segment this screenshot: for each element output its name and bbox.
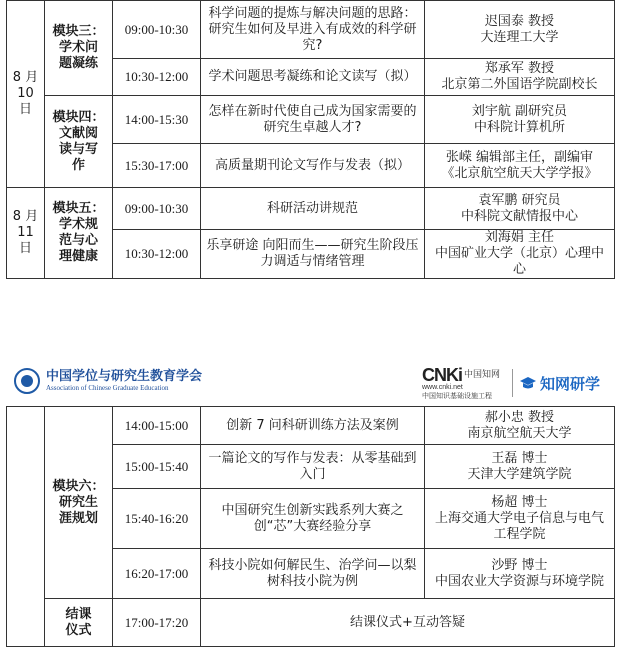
speaker-text: 郑承军 教授 北京第二外国语学院副校长: [441, 61, 598, 92]
speaker-text: 袁军鹏 研究员 中科院文献情报中心: [460, 192, 578, 224]
cnki-logo-group: [422, 366, 600, 400]
speaker-cell: [425, 144, 615, 188]
speaker-text: 郝小忠 教授 南京航空航天大学: [467, 409, 572, 441]
module-title: 模块三： 学术问 题凝练: [52, 24, 105, 71]
module-title: 模块四： 文献阅 读与写 作: [52, 109, 105, 173]
module-cell: [45, 407, 113, 599]
org-name-cn: 中国学位与研究生教育学会: [46, 369, 203, 384]
graduation-cap-icon: [519, 376, 537, 390]
time-cell: 14:00-15:30: [113, 96, 201, 144]
page-header: [0, 356, 620, 404]
table-row: [7, 96, 615, 144]
logo-divider: [512, 369, 513, 397]
time-cell: 17:00-17:20: [113, 599, 201, 647]
speaker-text: 沙野 博士 中国农业大学资源与环境学院: [434, 557, 604, 589]
table-row: [7, 407, 615, 445]
closing-label-cell: [45, 599, 113, 647]
time-cell: 15:30-17:00: [113, 144, 201, 188]
date-text: 8 月 10 日: [12, 70, 39, 117]
module-cell: [45, 188, 113, 279]
module-cell: [45, 1, 113, 96]
speaker-cell: [425, 445, 615, 489]
module-cell: [45, 96, 113, 188]
cnki-name-cn: 中国知网: [464, 370, 501, 380]
speaker-cell: [425, 1, 615, 59]
cnki-mark: CNKi: [422, 365, 462, 385]
module-title: 模块五： 学术规 范与心 理健康: [52, 201, 105, 264]
topic-cell: 学术问题思考凝练和论文读写（拟）: [201, 59, 425, 96]
cnki-url: www.cnki.net: [422, 384, 463, 391]
time-cell: 15:00-15:40: [113, 445, 201, 489]
zhiwang-logo: [519, 373, 600, 394]
time-cell: 14:00-15:00: [113, 407, 201, 445]
acge-seal-icon: [14, 368, 40, 394]
cnki-logo: [422, 366, 500, 400]
org-name-en: Association of Chinese Graduate Education: [46, 384, 169, 392]
topic-cell: 乐享研途 向阳而生——研究生阶段压力调适与情绪管理: [201, 230, 425, 279]
topic-cell: 高质量期刊论文写作与发表（拟）: [201, 144, 425, 188]
time-cell: 10:30-12:00: [113, 59, 201, 96]
speaker-text: 杨超 博士 上海交通大学电子信息与电气工程学院: [434, 494, 604, 542]
time-cell: 10:30-12:00: [113, 230, 201, 279]
speaker-cell: [425, 59, 615, 96]
table-row: [7, 188, 615, 230]
date-cell: [7, 188, 45, 279]
table-row: [7, 599, 615, 647]
closing-label: 结课 仪式: [65, 606, 92, 638]
topic-cell: 一篇论文的写作与发表：从零基础到入门: [201, 445, 425, 489]
zhiwang-name: 知网研学: [540, 374, 601, 393]
time-cell: 16:20-17:00: [113, 549, 201, 599]
speaker-text: 刘宇航 副研究员 中科院计算机所: [471, 103, 568, 135]
topic-cell: 科研活动讲规范: [201, 188, 425, 230]
module-title: 模块六： 研究生 涯规划: [52, 478, 105, 526]
schedule-table-top: [6, 0, 615, 279]
speaker-text: 刘海娟 主任 中国矿业大学（北京）心理中心: [434, 230, 604, 277]
time-cell: 15:40-16:20: [113, 489, 201, 549]
topic-cell: 中国研究生创新实践系列大赛之创“芯”大赛经验分享: [201, 489, 425, 549]
speaker-text: 张嵘 编辑部主任，副编审 《北京航空航天大学学报》: [441, 149, 598, 181]
topic-cell: 科学问题的提炼与解决问题的思路：研究生如何及早进入有成效的科学研究?: [201, 1, 425, 59]
speaker-text: 迟国泰 教授 大连理工大学: [480, 13, 559, 45]
speaker-cell: [425, 407, 615, 445]
acge-logo: [14, 368, 202, 394]
closing-content-cell: 结课仪式+互动答疑: [201, 599, 615, 647]
speaker-cell: [425, 489, 615, 549]
table-row: [7, 1, 615, 59]
date-cell-empty: [7, 407, 45, 647]
topic-cell: 科技小院如何解民生、治学问—以梨树科技小院为例: [201, 549, 425, 599]
speaker-cell: [425, 96, 615, 144]
schedule-table-bottom: [6, 406, 615, 647]
speaker-cell: [425, 230, 615, 279]
speaker-cell: [425, 188, 615, 230]
time-cell: 09:00-10:30: [113, 1, 201, 59]
time-cell: 09:00-10:30: [113, 188, 201, 230]
cnki-subtitle: 中国知识基础设施工程: [422, 392, 492, 400]
topic-cell: 怎样在新时代使自己成为国家需要的研究生卓越人才?: [201, 96, 425, 144]
speaker-cell: [425, 549, 615, 599]
speaker-text: 王磊 博士 天津大学建筑学院: [467, 450, 572, 482]
date-text: 8 月 11 日: [12, 209, 39, 256]
date-cell: [7, 1, 45, 188]
topic-cell: 创新 7 问科研训练方法及案例: [201, 407, 425, 445]
